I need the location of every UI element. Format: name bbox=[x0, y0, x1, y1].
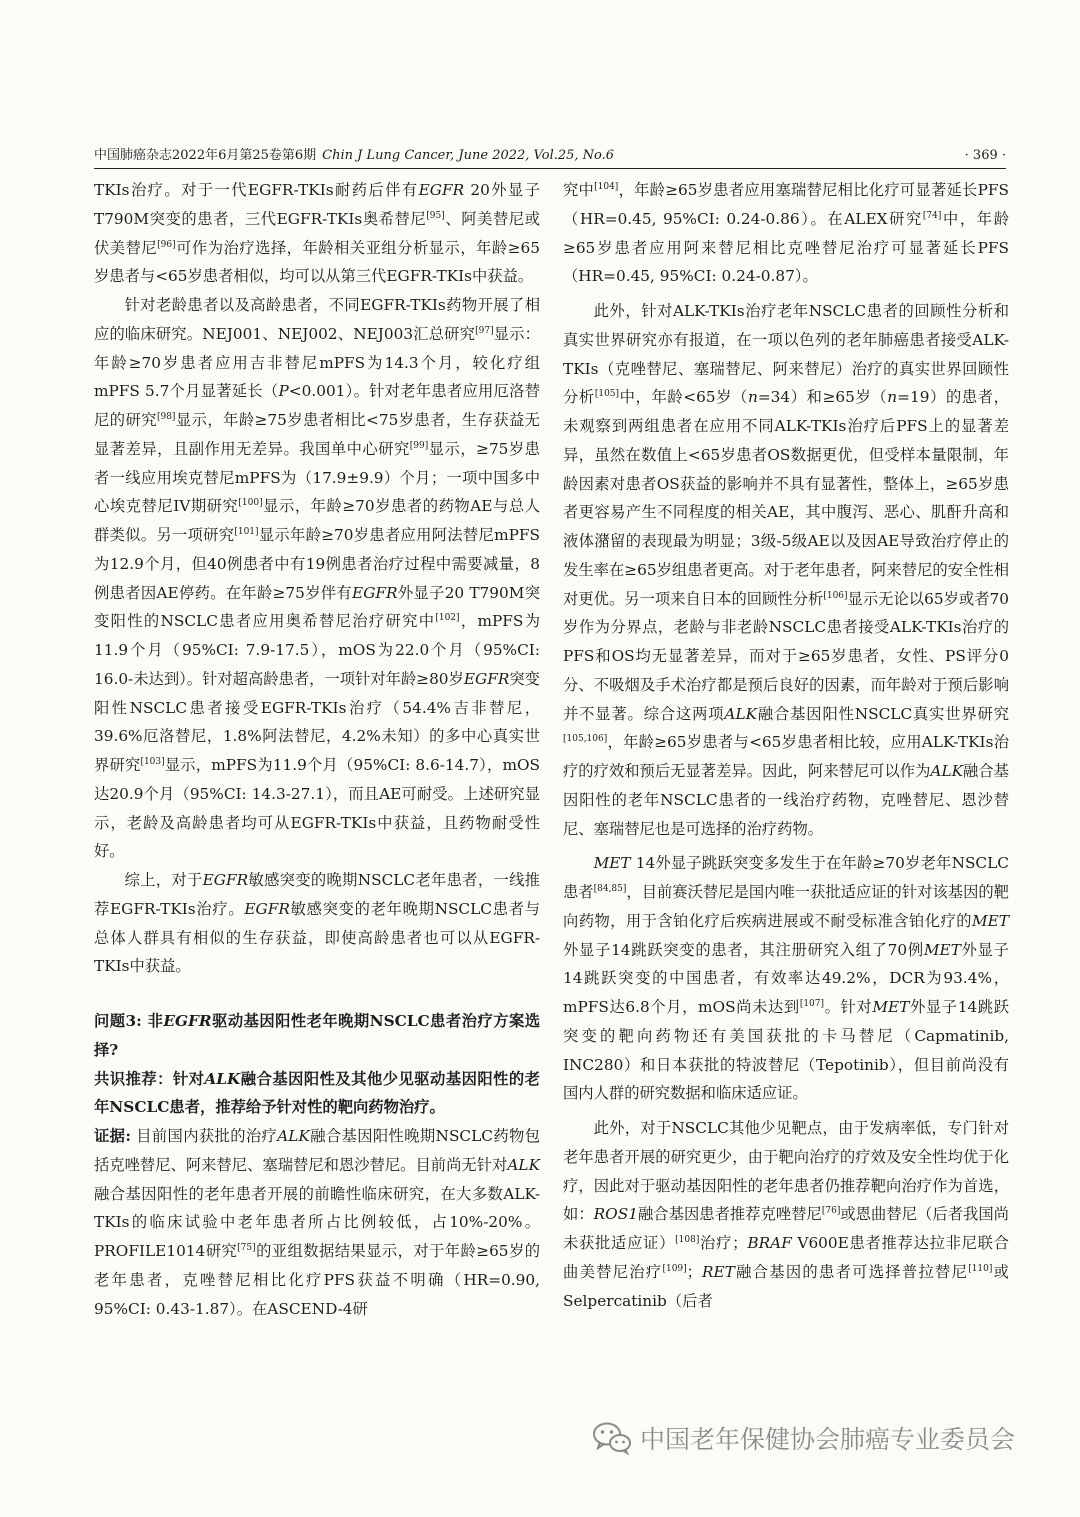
text-run: ，mPFS为11.9个月（95%CI: 7.9-17.5），mOS为22.0个月（95%CI: 16.0-未达到）。针对超高龄患者，一项针对年龄≥80岁 bbox=[94, 612, 540, 688]
text-run: ，年龄≥65岁患者应用塞瑞替尼相比化疗可显著延长PFS（HR=0.45, 95%CI: 0.24-0.86）。在ALEX研究 bbox=[563, 181, 1009, 228]
text-run: 14外显子跳跃突变多发生于在年龄≥70岁老年NSCLC患者 bbox=[563, 854, 1009, 901]
running-header bbox=[94, 146, 1006, 169]
text-run: 中，年龄≥65岁患者应用阿来替尼相比克唑替尼治疗可显著延长PFS（HR=0.45, 95%CI: 0.24-0.87）。 bbox=[563, 209, 1009, 286]
text-run: 显示，mPFS为11.9个月（95%CI: 8.6-14.7），mOS达20.9个月（95%CI: 14.3-27.1），而且AE可耐受。上述研究显示，老龄及高龄患者均可从EGFR-TKIs中获益，且药物耐受性好。 bbox=[94, 756, 540, 861]
text-run: 外显子14跳跃突变的靶向药物还有美国获批的卡马替尼（Capmatinib, INC280）和日本获批的特波替尼（Tepotinib），但目前尚没有国内人群的研究数据和临床适应证。 bbox=[563, 998, 1009, 1103]
paragraph bbox=[94, 291, 540, 866]
text-run: 或Selpercatinib（后者 bbox=[563, 1262, 1009, 1310]
text-run: 究中 bbox=[563, 181, 595, 199]
text-run: 融合基因阳性的老年患者开展的前瞻性临床研究，在大多数ALK-TKIs的临床试验中老年患者所占比例较低，占10%-20%。PROFILE1014研究 bbox=[94, 1184, 540, 1260]
text-run: 治疗； bbox=[699, 1234, 748, 1252]
text-run: 显示年龄≥70岁患者应用阿法替尼mPFS为12.9个月，但40例患者中有19例患者治疗过程中需要减量，8例患者因AE停药。在年龄≥75岁伴有 bbox=[94, 526, 540, 602]
italic-term: P bbox=[278, 382, 289, 401]
text-run: 突变阳性NSCLC患者接受EGFR-TKIs治疗（54.4%吉非替尼，39.6%厄洛替尼，1.8%阿法替尼，4.2%未知）的多中心真实世界研究 bbox=[94, 669, 540, 774]
bold-run bbox=[204, 1070, 240, 1088]
citation-ref: [101] bbox=[234, 527, 259, 537]
italic-term: EGFR bbox=[244, 899, 290, 918]
text-run: 针对老龄患者以及高龄患者，不同EGFR-TKIs药物开展了相应的临床研究。NEJ001、NEJ002、NEJ003汇总研究 bbox=[94, 296, 540, 343]
italic-term: n bbox=[887, 388, 898, 407]
text-run: 融合基因阳性NSCLC真实世界研究 bbox=[757, 704, 1009, 723]
citation-ref: [100] bbox=[238, 498, 263, 509]
text-run: 敏感突变的晚期NSCLC老年患者，一线推荐EGFR-TKIs治疗。 bbox=[94, 871, 540, 918]
text-run: TKIs治疗。对于一代EGFR-TKIs耐药后伴有 bbox=[94, 181, 419, 199]
italic-term: BRAF bbox=[747, 1234, 792, 1252]
italic-term: RET bbox=[701, 1262, 735, 1281]
citation-ref: [104] bbox=[594, 182, 619, 192]
italic-term: MET bbox=[872, 998, 910, 1016]
text-run: <0.001）。针对老年患者应用厄洛替尼的研究 bbox=[94, 382, 540, 429]
bold-run: 共识推荐：针对 bbox=[94, 1069, 205, 1088]
text-run: 外显子14跳跃突变的中国患者，有效率达49.2%，DCR为93.4%，mPFS达6.8个月，mOS尚未达到 bbox=[563, 940, 1009, 1016]
text-run: 。针对 bbox=[824, 998, 873, 1016]
citation-ref: [74] bbox=[922, 210, 942, 221]
text-run: 可作为治疗选择，年龄相关亚组分析显示，年龄≥65岁患者与<65岁患者相似，均可以从第三代EGFR-TKIs中获益。 bbox=[94, 238, 540, 286]
bold-run bbox=[163, 1012, 211, 1030]
citation-ref: [106] bbox=[823, 590, 848, 601]
italic-term: n bbox=[748, 388, 758, 407]
text-run: 或恩曲替尼（后者我国尚未获批适应证） bbox=[563, 1205, 1009, 1252]
citation-ref: [96] bbox=[157, 239, 176, 250]
text-run: 融合基因阳性的老年NSCLC患者的一线治疗药物，克唑替尼、恩沙替尼、塞瑞替尼也是可选择的治疗药物。 bbox=[563, 762, 1009, 838]
italic-term: EGFR bbox=[418, 181, 465, 199]
journal-title-cn: 中国肺癌杂志2022年6月第25卷第6期 bbox=[94, 148, 317, 163]
citation-ref: [99] bbox=[409, 440, 429, 451]
citation-ref: [103] bbox=[140, 757, 165, 767]
text-run: 融合基因阳性晚期NSCLC药物包括克唑替尼、阿来替尼、塞瑞替尼和恩沙替尼。目前尚无针对 bbox=[94, 1127, 540, 1174]
citation-ref: [97] bbox=[475, 325, 494, 336]
bold-run: 融合基因阳性及其他少见驱动基因阳性的老年NSCLC患者，推荐给予针对性的靶向药物治疗。 bbox=[94, 1069, 540, 1117]
italic-term: ALK bbox=[724, 704, 758, 723]
question-heading bbox=[94, 1007, 540, 1065]
text-run: V600E患者推荐达拉非尼联合曲美替尼治疗 bbox=[563, 1234, 1009, 1281]
watermark-text: 中国老年保健协会肺癌专业委员会 bbox=[640, 1425, 1016, 1454]
bold-run: 问题3: 非 bbox=[94, 1012, 164, 1030]
text-run: ，目前赛沃替尼是国内唯一获批适应证的针对该基因的靶向药物，用于含铂化疗后疾病进展或不耐受标准含铂化疗的 bbox=[563, 883, 1009, 930]
text-run: 外显子14跳跃突变的患者，其注册研究入组了70例 bbox=[563, 940, 924, 959]
paragraph bbox=[94, 866, 540, 981]
text-run: 、阿美替尼或伏美替尼 bbox=[94, 209, 540, 257]
journal-info bbox=[94, 146, 614, 166]
text-run: 中，年龄<65岁（ bbox=[619, 388, 748, 407]
italic-term: ALK bbox=[277, 1127, 310, 1145]
citation-ref: [107] bbox=[799, 999, 825, 1009]
citation-ref: [98] bbox=[156, 412, 176, 422]
bold-run: 证据: bbox=[94, 1127, 131, 1145]
text-run: 显示：年龄≥70岁患者应用吉非替尼mPFS为14.3个月，较化疗组mPFS 5.7个月显著延长（ bbox=[94, 324, 540, 401]
page-number: · 369 · bbox=[964, 148, 1006, 163]
text-run: 敏感突变的老年晚期NSCLC患者与总体人群具有相似的生存获益，即使高龄患者也可以从EGFR-TKIs中获益。 bbox=[94, 899, 540, 976]
text-run: 的亚组数据结果显示，对于年龄≥65岁的老年患者，克唑替尼相比化疗PFS获益不明确（HR=0.90, 95%CI: 0.43-1.87）。在ASCEND-4研 bbox=[94, 1242, 540, 1318]
citation-ref: [76] bbox=[821, 1206, 841, 1217]
italic-term: MET bbox=[971, 911, 1009, 930]
italic-term: EGFR bbox=[463, 669, 510, 688]
citation-ref: [105,106] bbox=[563, 734, 608, 745]
italic-term: EGFR bbox=[352, 583, 398, 602]
gene-name: EGFR bbox=[163, 1012, 212, 1030]
text-run: 显示，年龄≥70岁患者的药物AE与总人群类似。另一项研究 bbox=[94, 497, 540, 544]
italic-term: EGFR bbox=[202, 871, 249, 889]
paragraph bbox=[563, 849, 1009, 1108]
text-run: ； bbox=[686, 1262, 702, 1281]
citation-ref: [102] bbox=[435, 613, 460, 624]
text-run: =19）的患者，未观察到两组患者在应用不同ALK-TKIs治疗后PFS上的显著差异，虽然在数值上<65岁患者OS数据更优，但受样本量限制，年龄因素对患者OS获益的影响并不具有显著性，整体上，≥65岁患者更容易产生不同程度的相关AE，其中腹泻、恶心、肌酐升高和液体潴留的表现最为明显；3级-5级AE以及因AE导致治疗停止的发生率在≥65岁组患者更高。对于老年患者，阿来替尼的安全性相对更优。另一项来自日本的回顾性分析 bbox=[563, 388, 1009, 608]
text-run: 综上，对于 bbox=[124, 871, 203, 889]
citation-ref: [105] bbox=[594, 389, 620, 400]
consensus-recommendation bbox=[94, 1065, 540, 1123]
gene-name: ALK bbox=[204, 1069, 241, 1088]
italic-term: ALK bbox=[930, 762, 964, 780]
text-run: 此外，针对ALK-TKIs治疗老年NSCLC患者的回顾性分析和真实世界研究亦有报道，在一项以色列的老年肺癌患者接受ALK-TKIs（克唑替尼、塞瑞替尼、阿来替尼）治疗的真实世界回顾性分析 bbox=[563, 302, 1009, 407]
evidence-paragraph bbox=[94, 1122, 540, 1323]
text-run: 目前国内获批的治疗 bbox=[130, 1127, 278, 1145]
citation-ref: [84,85] bbox=[593, 884, 627, 894]
bold-run: 驱动基因阳性老年晚期NSCLC患者治疗方案选择? bbox=[94, 1012, 540, 1059]
text-run: 融合基因的患者可选择普拉替尼 bbox=[734, 1262, 969, 1281]
text-run: 显示，≥75岁患者一线应用埃克替尼mPFS为（17.9±9.9）个月；一项中国多中心埃克替尼IV期研究 bbox=[94, 439, 540, 516]
watermark bbox=[592, 1418, 1015, 1458]
text-run: 20外显子T790M突变的患者，三代EGFR-TKIs奥希替尼 bbox=[94, 181, 540, 228]
citation-ref: [108] bbox=[675, 1235, 700, 1245]
right-column bbox=[563, 176, 1009, 1315]
paragraph bbox=[563, 176, 1009, 291]
text-run: 显示无论以65岁或者70岁作为分界点，老龄与非老龄NSCLC患者接受ALK-TKIs治疗的PFS和OS均无显著差异，而对于≥65岁患者，女性、PS评分0分、不吸烟及手术治疗都是预后良好的因素，而年龄对于预后影响并不显著。综合这两项 bbox=[563, 589, 1009, 723]
italic-term: MET bbox=[923, 940, 961, 959]
italic-term: ROS1 bbox=[593, 1205, 638, 1224]
text-run: 此外，对于NSCLC其他少见靶点，由于发病率低，专门针对老年患者开展的研究更少，由于靶向治疗的疗效及安全性均优于化疗，因此对于驱动基因阳性的老年患者仍推荐靶向治疗作为首选，如： bbox=[563, 1119, 1009, 1224]
text-run: 外显子20 T790M突变阳性的NSCLC患者应用奥希替尼治疗研究中 bbox=[94, 583, 541, 631]
italic-term: ALK bbox=[507, 1155, 540, 1174]
text-run: 融合基因患者推荐克唑替尼 bbox=[637, 1205, 822, 1224]
citation-ref: [95] bbox=[426, 210, 445, 221]
text-run: 显示，年龄≥75岁患者相比<75岁患者，生存获益无显著差异，且副作用无差异。我国单中心研究 bbox=[94, 411, 540, 458]
text-run: ，年龄≥65岁患者与<65岁患者相比较，应用ALK-TKIs治疗的疗效和预后无显著差异。因此，阿来替尼可以作为 bbox=[563, 733, 1009, 780]
journal-title-en: Chin J Lung Cancer, June 2022, Vol.25, No.6 bbox=[322, 148, 615, 163]
paragraph bbox=[563, 1114, 1009, 1315]
paragraph bbox=[94, 176, 540, 291]
citation-ref: [75] bbox=[237, 1243, 256, 1253]
wechat-icon bbox=[592, 1421, 632, 1455]
italic-term: MET bbox=[593, 854, 631, 873]
citation-ref: [110] bbox=[968, 1263, 993, 1274]
paragraph bbox=[563, 297, 1009, 843]
text-run: =34）和≥65岁（ bbox=[757, 388, 888, 407]
citation-ref: [109] bbox=[662, 1263, 687, 1274]
left-column bbox=[94, 176, 540, 1323]
